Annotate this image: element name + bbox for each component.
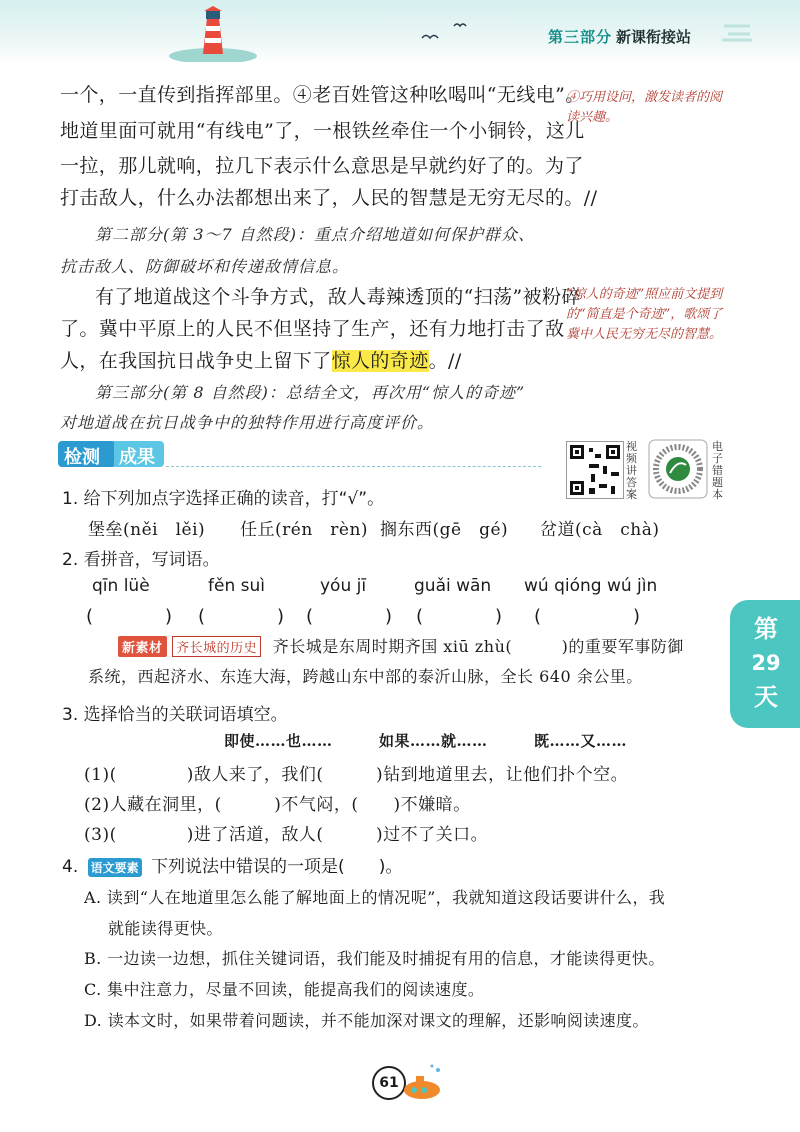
section-badge-part2: 成果 (119, 447, 155, 468)
q1-item-4[interactable]: 岔道(cà chà) (540, 520, 660, 540)
lighthouse-icon (168, 6, 258, 62)
qr-label-error-book: 电子错题本 (712, 440, 723, 501)
q3-title: 3. 选择恰当的关联词语填空。 (62, 705, 288, 725)
q2-blank-5[interactable]: ( ) (534, 606, 645, 627)
q1-item-1[interactable]: 堡垒(něi lěi) (88, 520, 206, 540)
q2-blank-2[interactable]: ( ) (198, 606, 285, 627)
q4-choice-b[interactable]: B. 一边读一边想，抓住关键词语，我们能及时捕捉有用的信息，才能读得更快。 (84, 949, 665, 968)
q4-number: 4. (62, 857, 79, 877)
side-note-2: “惊人的奇迹”照应前文提到的“简直是个奇迹”，歌颂了冀中人民无穷无尽的智慧。 (566, 287, 723, 343)
q2-material-line-1 (118, 634, 684, 657)
q3-item-1[interactable]: (1)( )敌人来了，我们( )钻到地道里去，让他们扑个空。 (84, 765, 629, 785)
q2-pinyin-2: fěn suì (208, 576, 265, 596)
great-wall-tag: 齐长城的历史 (172, 636, 261, 657)
q2-blank-3[interactable]: ( ) (306, 606, 393, 627)
passage-line-2: 地道里面可就用“有线电”了，一根铁丝牵住一个小铜铃，这儿 (60, 120, 585, 142)
q4-choice-a[interactable]: A. 读到“人在地道里怎么能了解地面上的情况呢”，我就知道这段话要讲什么，我 (84, 888, 666, 907)
pencil-decor-icon (720, 18, 760, 44)
para3-text-post: 。// (428, 350, 462, 372)
q4-title[interactable]: 下列说法中错误的一项是( )。 (151, 857, 403, 877)
summary-part3-line-1: 第三部分(第 8 自然段)：总结全文，再次用“惊人的奇迹” (95, 383, 526, 402)
q2-pinyin-3: yóu jī (320, 576, 367, 596)
chinese-elements-tag: 语文要素 (88, 858, 142, 877)
q2-material-text[interactable]: 齐长城是东周时期齐国 xiū zhù( )的重要军事防御 (272, 637, 684, 656)
q2-title: 2. 看拼音，写词语。 (62, 550, 220, 570)
summary-part3-line-2: 对地道战在抗日战争中的独特作用进行高度评价。 (60, 413, 435, 432)
q3-options: 即使……也…… 如果……就…… 既……又…… (224, 732, 628, 750)
q1-item-3[interactable]: 搁东西(gē gé) (380, 520, 509, 540)
summary-part2-line-1: 第二部分(第 3～7 自然段)：重点介绍地道如何保护群众、 (95, 225, 536, 244)
section-title: 新课衔接站 (616, 28, 692, 46)
passage-para3-line-2: 了。冀中平原上的人民不但坚持了生产，还有力地打击了敌 (60, 318, 565, 340)
section-label: 第三部分 (548, 28, 613, 46)
q2-pinyin-1: qīn lüè (92, 576, 150, 596)
passage-line-4: 打击敌人，什么办法都想出来了，人民的智慧是无穷无尽的。// (60, 187, 598, 209)
birds-icon (420, 20, 480, 50)
q2-blank-4[interactable]: ( ) (416, 606, 503, 627)
q3-item-3[interactable]: (3)( )进了活道，敌人( )过不了关口。 (84, 825, 489, 845)
day-tab-number: 29 (751, 651, 781, 675)
q2-blank-1[interactable]: ( ) (86, 606, 173, 627)
page-number: 61 (372, 1066, 406, 1100)
q4-choice-a-cont: 就能读得更快。 (108, 919, 223, 938)
day-tab-label (742, 612, 790, 714)
q1-title: 1. 给下列加点字选择正确的读音，打“√”。 (62, 489, 385, 509)
section-divider (166, 466, 541, 467)
q4-title-row (62, 852, 402, 877)
q4-choice-c[interactable]: C. 集中注意力，尽量不回读，能提高我们的阅读速度。 (84, 980, 485, 999)
para3-text-pre: 人，在我国抗日战争史上留下了 (60, 350, 332, 372)
q3-item-2[interactable]: (2)人藏在洞里，( )不气闷，( )不嫌暗。 (84, 795, 471, 815)
q2-pinyin-5: wú qióng wú jìn (524, 576, 658, 596)
q2-pinyin-4: guǎi wān (414, 576, 492, 596)
q2-material-line-2: 系统，西起济水、东连大海，跨越山东中部的泰沂山脉，全长 640 余公里。 (88, 667, 643, 686)
q4-choice-d[interactable]: D. 读本文时，如果带着问题读，并不能加深对课文的理解，还影响阅读速度。 (84, 1011, 649, 1030)
passage-line-1: 一个，一直传到指挥部里。④老百姓管这种吆喝叫“无线电”。 (60, 84, 585, 106)
passage-para3-line-3 (60, 350, 462, 373)
qr-label-video: 视频讲答案 (626, 440, 637, 501)
section-badge-part1: 检测 (64, 447, 100, 468)
highlight-miracle: 惊人的奇迹 (331, 350, 429, 372)
side-note-1: ④巧用设问，激发读者的阅读兴趣。 (566, 90, 723, 126)
qr-code-video[interactable] (566, 441, 624, 499)
passage-line-3: 一拉，那儿就响，拉几下表示什么意思是早就约好了的。为了 (60, 155, 584, 177)
summary-part2-line-2: 抗击敌人、防御破坏和传递敌情信息。 (60, 257, 350, 276)
day-tab-top: 第 (754, 615, 778, 643)
day-tab-bottom: 天 (754, 683, 778, 711)
submarine-icon (398, 1062, 446, 1106)
new-material-tag: 新素材 (118, 636, 167, 657)
qr-code-error-book[interactable] (648, 439, 708, 499)
q1-item-2[interactable]: 任丘(rén rèn) (240, 520, 369, 540)
passage-para3-line-1: 有了地道战这个斗争方式，敌人毒辣透顶的“扫荡”被粉碎 (95, 286, 581, 308)
